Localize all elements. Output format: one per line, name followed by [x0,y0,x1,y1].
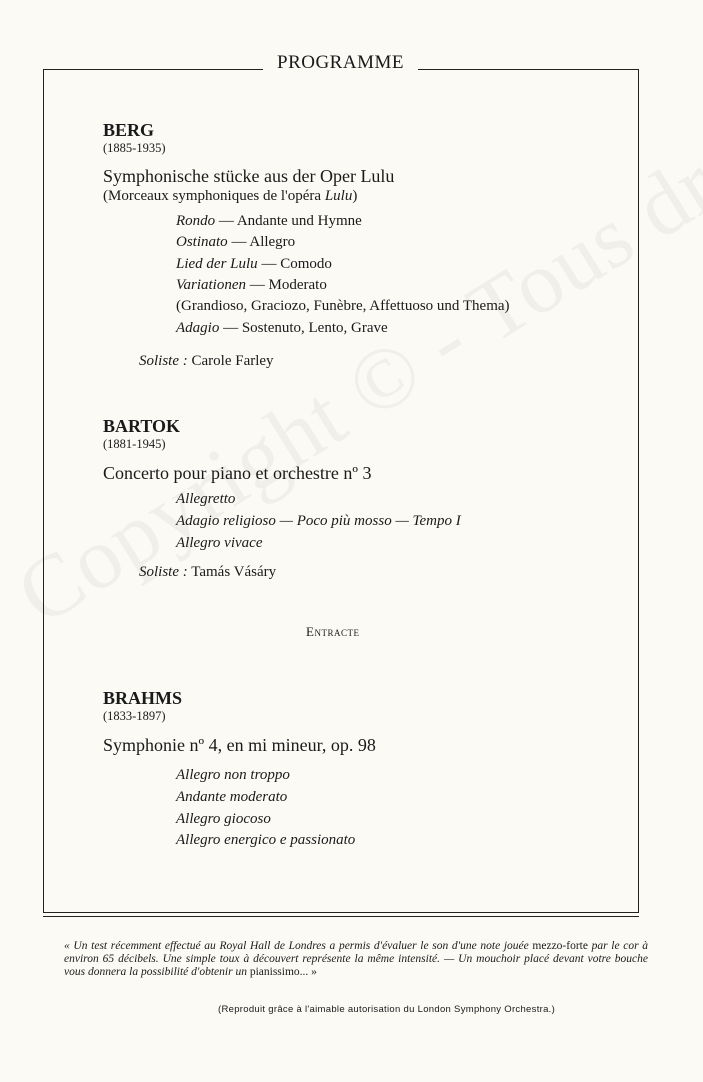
intermission-label: Entracte [306,624,360,639]
footnote-quote: « Un test récemment effectué au Royal Hall de Londres a permis d'évaluer le son d'une note jouée mezzo-forte par le cor à environ 65 décibels. Une simple toux à découvert représente la même intensité. — Un mouchoir placé devant votre bouche vous donnera la possibilité d'obtenir un pianissimo... » [64,940,648,978]
movement: Rondo — Andante und Hymne [176,213,362,229]
movement: Variationen — Moderato [176,277,327,293]
movement: Allegro non troppo [176,767,290,783]
work-title: Concerto pour piano et orchestre nº 3 [103,463,372,483]
soloist: Soliste : Tamás Vásáry [139,564,277,580]
composer-dates: (1881-1945) [103,437,166,451]
frame-bottom-double-rule [43,916,639,917]
composer-name: BRAHMS [103,688,183,708]
movement: Allegro energico e passionato [176,832,356,848]
movement: Allegro vivace [176,535,263,551]
movement: Adagio — Sostenuto, Lento, Grave [176,320,388,336]
movement: Lied der Lulu — Comodo [176,256,332,272]
movement: (Grandioso, Graciozo, Funèbre, Affettuoso und Thema) [176,298,510,314]
frame-top-left-rule [43,69,263,70]
work-title: Symphonie nº 4, en mi mineur, op. 98 [103,735,376,755]
composer-dates: (1833-1897) [103,709,166,723]
movement: Allegro giocoso [176,811,271,827]
movement: Andante moderato [176,789,288,805]
credit-line: (Reproduit grâce à l'aimable autorisation du London Symphony Orchestra.) [218,1004,556,1015]
composer-name: BARTOK [103,416,181,436]
work-subtitle: (Morceaux symphoniques de l'opéra Lulu) [103,188,358,204]
movement: Adagio religioso — Poco più mosso — Tempo I [176,513,461,529]
soloist: Soliste : Carole Farley [139,353,274,369]
work-title: Symphonische stücke aus der Oper Lulu [103,166,395,186]
composer-dates: (1885-1935) [103,141,166,155]
page-title: PROGRAMME [277,52,404,73]
composer-name: BERG [103,120,155,140]
movement: Allegretto [176,491,236,507]
frame-top-right-rule [418,69,639,70]
movement: Ostinato — Allegro [176,234,296,250]
